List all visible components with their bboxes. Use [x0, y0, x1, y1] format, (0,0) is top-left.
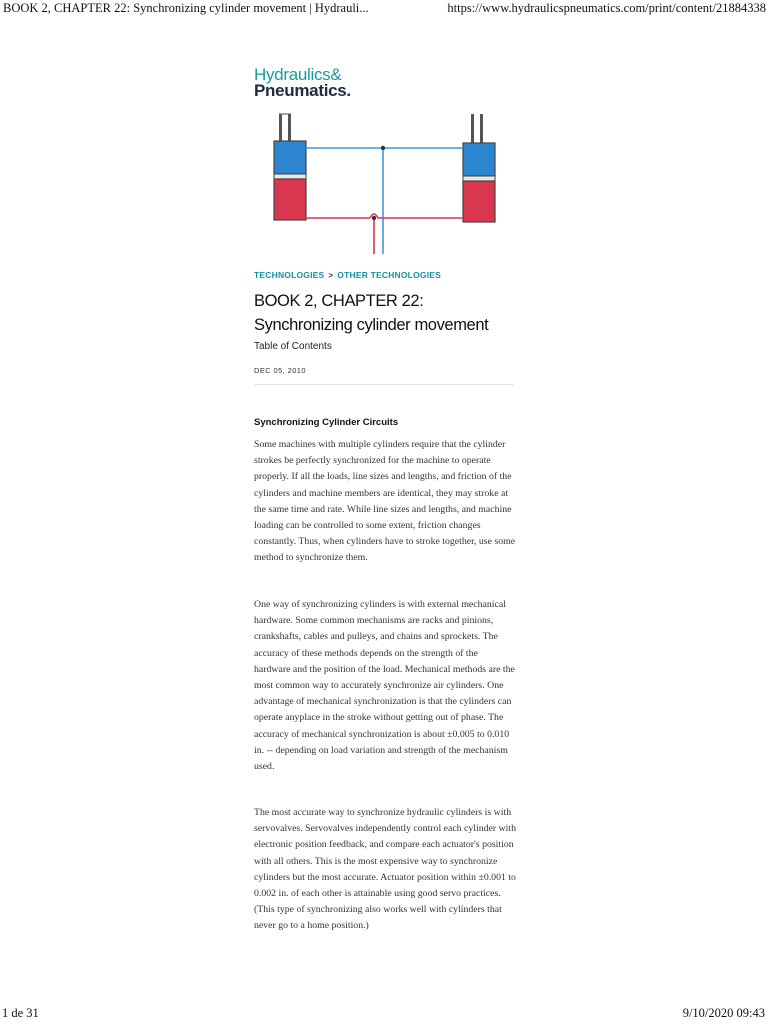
breadcrumb-item-technologies[interactable]: TECHNOLOGIES	[254, 270, 325, 280]
paragraph-1: Some machines with multiple cylinders require that the cylinder strokes be perfectly synchronized for the machine to operate properly. If all the loads, line sizes and lengths, and friction of the cylinders and machine members are identical, they may stroke at the same time and rate. While line sizes and lengths, and machine loading can be controlled to some extent, friction changes constantly. Thus, when cylinders have to stroke together, use some method to synchronize them.	[254, 439, 516, 564]
left-cylinder-red-chamber	[274, 179, 306, 220]
logo-ampersand: &	[330, 65, 342, 84]
article-title: BOOK 2, CHAPTER 22: Synchronizing cylinder movement	[254, 292, 489, 334]
logo-pneumatics: Pneumatics.	[254, 81, 351, 100]
breadcrumb	[254, 270, 441, 280]
left-cylinder-rod	[279, 114, 282, 144]
publish-date: DEC 05, 2010	[254, 366, 306, 375]
cylinder-circuit-diagram	[268, 112, 500, 254]
print-footer	[0, 1006, 768, 1024]
print-page-title: BOOK 2, CHAPTER 22: Synchronizing cylinder movement | Hydrauli...	[3, 1, 369, 15]
left-cylinder-piston	[274, 174, 306, 179]
paragraph-2: One way of synchronizing cylinders is with external mechanical hardware. Some common mechanisms are racks and pinions, crankshafts, cables and pulleys, and chains and sprockets. The accuracy of these methods depends on the strength of the hardware and the position of the load. Mechanical methods are the most common way to accurately synchronize air cylinders. One advantage of mechanical synchronization is that the cylinders can operate anyplace in the stroke without getting out of phase. The accuracy of mechanical synchronization is about ±0.005 to 0.010 in. -- depending on load variation and strength of the mechanism used.	[254, 599, 515, 773]
print-header	[0, 0, 768, 18]
print-page-url[interactable]: https://www.hydraulicspneumatics.com/print/content/21884338	[447, 1, 766, 15]
right-cylinder-piston	[463, 176, 495, 181]
right-cylinder-rod	[471, 114, 474, 144]
print-datetime: 9/10/2020 09:43	[682, 1006, 765, 1020]
breadcrumb-item-other-technologies[interactable]: OTHER TECHNOLOGIES	[337, 270, 441, 280]
table-of-contents-link[interactable]: Table of Contents	[254, 341, 332, 352]
right-cylinder-rod-2	[480, 114, 483, 144]
left-cylinder-rod-2	[288, 114, 291, 144]
right-cylinder-blue-chamber	[463, 143, 495, 176]
blue-junction	[381, 146, 385, 150]
site-logo[interactable]	[254, 66, 351, 99]
breadcrumb-separator-icon: >	[328, 271, 334, 280]
header-divider	[254, 384, 514, 385]
page-count: 1 de 31	[2, 1006, 39, 1020]
red-junction	[372, 216, 376, 220]
left-cylinder-blue-chamber	[274, 141, 306, 174]
paragraph-3: The most accurate way to synchronize hydraulic cylinders is with servovalves. Servovalves independently control each cylinder with electronic position feedback, and compare each actuator's position with all others. This is the most expensive way to synchronize cylinders but the most accurate. Actuator position within ±0.001 to 0.002 in. of each other is attainable using good servo practices. (This type of synchronizing also works well with cylinders that never go to a home position.)	[254, 807, 516, 932]
logo-hydraulics: Hydraulics	[254, 65, 331, 84]
section-heading: Synchronizing Cylinder Circuits	[254, 417, 399, 428]
right-cylinder-red-chamber	[463, 181, 495, 222]
